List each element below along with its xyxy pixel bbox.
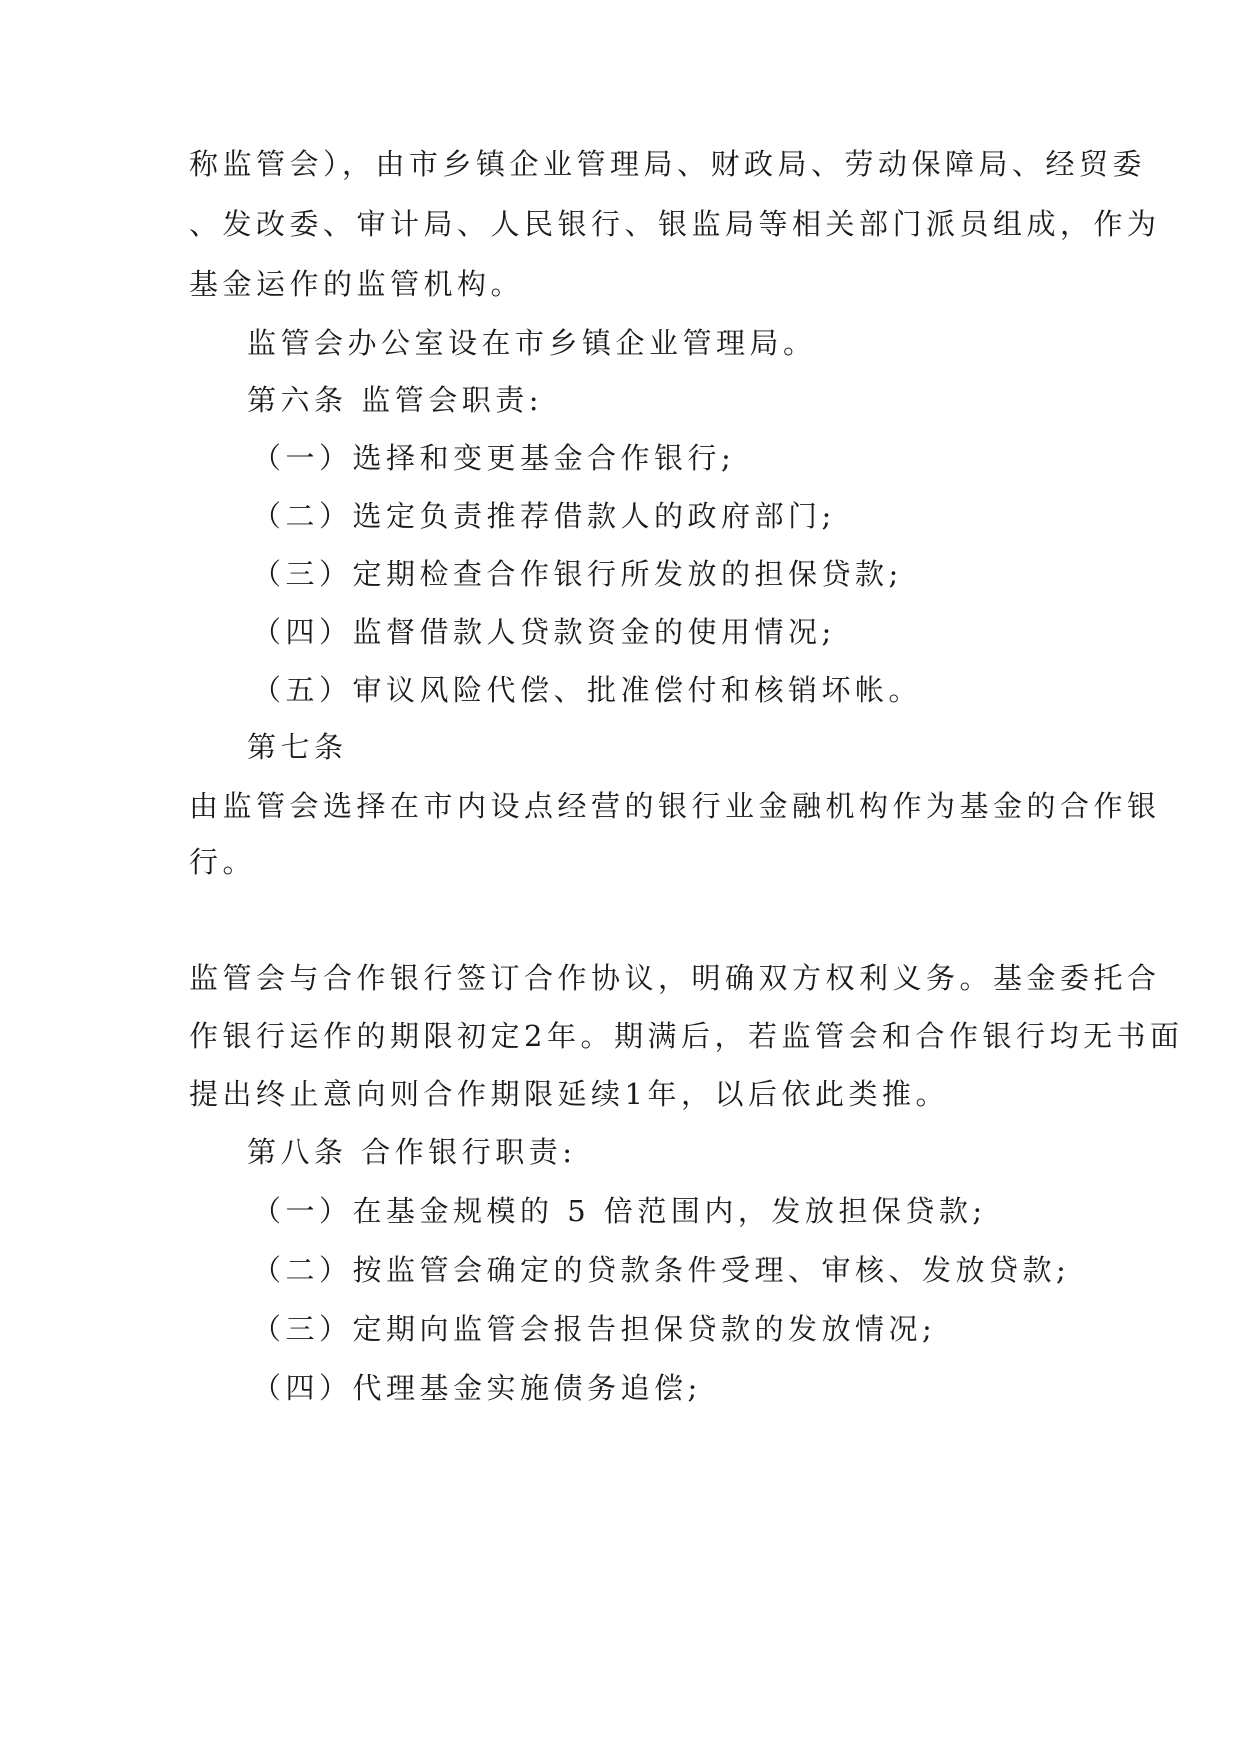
article-6-item: （三）定期检查合作银行所发放的担保贷款; [252, 557, 903, 591]
office-note: 监管会办公室设在市乡镇企业管理局。 [247, 326, 817, 360]
article-8-heading: 第八条 合作银行职责: [247, 1135, 577, 1169]
paragraph-line: 称监管会），由市乡镇企业管理局、财政局、劳动保障局、经贸委 [189, 147, 1147, 181]
paragraph-line: 、发改委、审计局、人民银行、银监局等相关部门派员组成，作为 [189, 207, 1161, 241]
agreement-line: 监管会与合作银行签订合作协议，明确双方权利义务。基金委托合 [189, 961, 1161, 995]
article-7-body-line: 行。 [189, 845, 257, 879]
agreement-line: 提出终止意向则合作期限延续1年，以后依此类推。 [189, 1077, 949, 1111]
article-6-item: （二）选定负责推荐借款人的政府部门; [252, 499, 836, 533]
article-6-item: （四）监督借款人贷款资金的使用情况; [252, 615, 836, 649]
paragraph-line: 基金运作的监管机构。 [189, 267, 525, 301]
article-6-item: （五）审议风险代偿、批准偿付和核销坏帐。 [252, 673, 923, 707]
article-8-item: （一）在基金规模的 5 倍范围内，发放担保贷款; [252, 1194, 987, 1228]
article-7-heading: 第七条 [247, 730, 348, 764]
article-6-heading: 第六条 监管会职责: [247, 383, 543, 417]
article-8-item: （三）定期向监管会报告担保贷款的发放情况; [252, 1312, 937, 1346]
article-7-body-line: 由监管会选择在市内设点经营的银行业金融机构作为基金的合作银 [189, 789, 1161, 823]
article-8-item: （四）代理基金实施债务追偿; [252, 1371, 702, 1405]
article-8-item: （二）按监管会确定的贷款条件受理、审核、发放贷款; [252, 1253, 1071, 1287]
agreement-line: 作银行运作的期限初定2年。期满后，若监管会和合作银行均无书面 [189, 1019, 1184, 1053]
article-6-item: （一）选择和变更基金合作银行; [252, 441, 736, 475]
